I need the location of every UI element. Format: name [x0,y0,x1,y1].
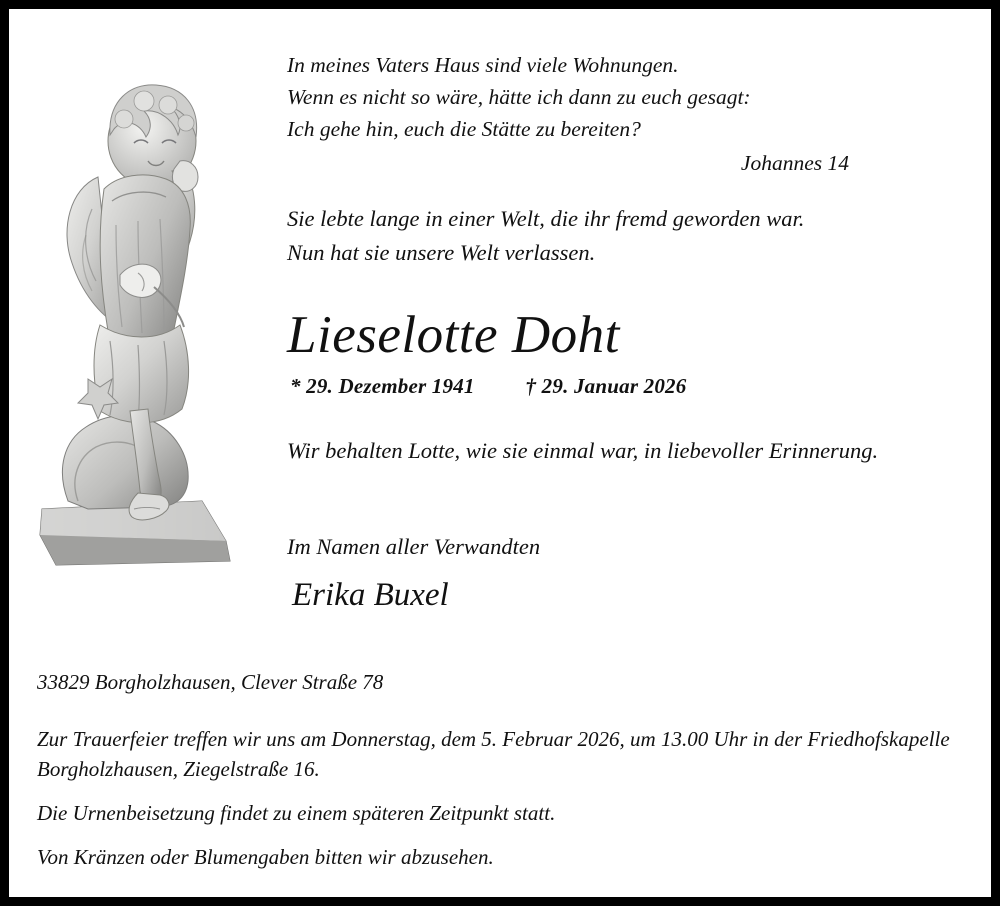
obituary-inner-area [9,9,991,897]
memory-text: Wir behalten Lotte, wie sie einmal war, in liebevoller Erinnerung. [287,438,879,463]
verse-block [287,49,967,179]
lead-line-2: Nun hat sie unsere Welt verlassen. [287,240,596,265]
deceased-name: Lieselotte Doht [287,306,620,364]
mourning-angel-statue [34,49,234,569]
signer-name: Erika Buxel [292,577,449,613]
verse-line-1: In meines Vaters Haus sind viele Wohnungen. [287,53,679,77]
burial-info: Die Urnenbeisetzung findet zu einem späteren Zeitpunkt statt. [37,801,556,825]
death-date: † 29. Januar 2026 [525,374,687,398]
flowers-info: Von Kränzen oder Blumengaben bitten wir abzusehen. [37,845,494,869]
service-details [37,724,977,872]
mourning-angel-statue-icon [34,49,234,569]
lead-text [287,202,977,270]
service-info: Zur Trauerfeier treffen wir uns am Donnerstag, dem 5. Februar 2026, um 13.00 Uhr in der Friedhofskapelle Borgholzhausen, Ziegelstraße 16. [37,727,950,781]
lead-line-1: Sie lebte lange in einer Welt, die ihr fremd geworden war. [287,206,805,231]
verse-line-2: Wenn es nicht so wäre, hätte ich dann zu euch gesagt: [287,85,751,109]
address-line: 33829 Borgholzhausen, Clever Straße 78 [37,670,384,694]
life-dates [290,374,686,399]
verse-source: Johannes 14 [740,151,849,175]
on-behalf-text: Im Namen aller Verwandten [287,534,541,559]
verse-line-3: Ich gehe hin, euch die Stätte zu bereiten? [287,117,641,141]
birth-date: * 29. Dezember 1941 [290,374,475,398]
